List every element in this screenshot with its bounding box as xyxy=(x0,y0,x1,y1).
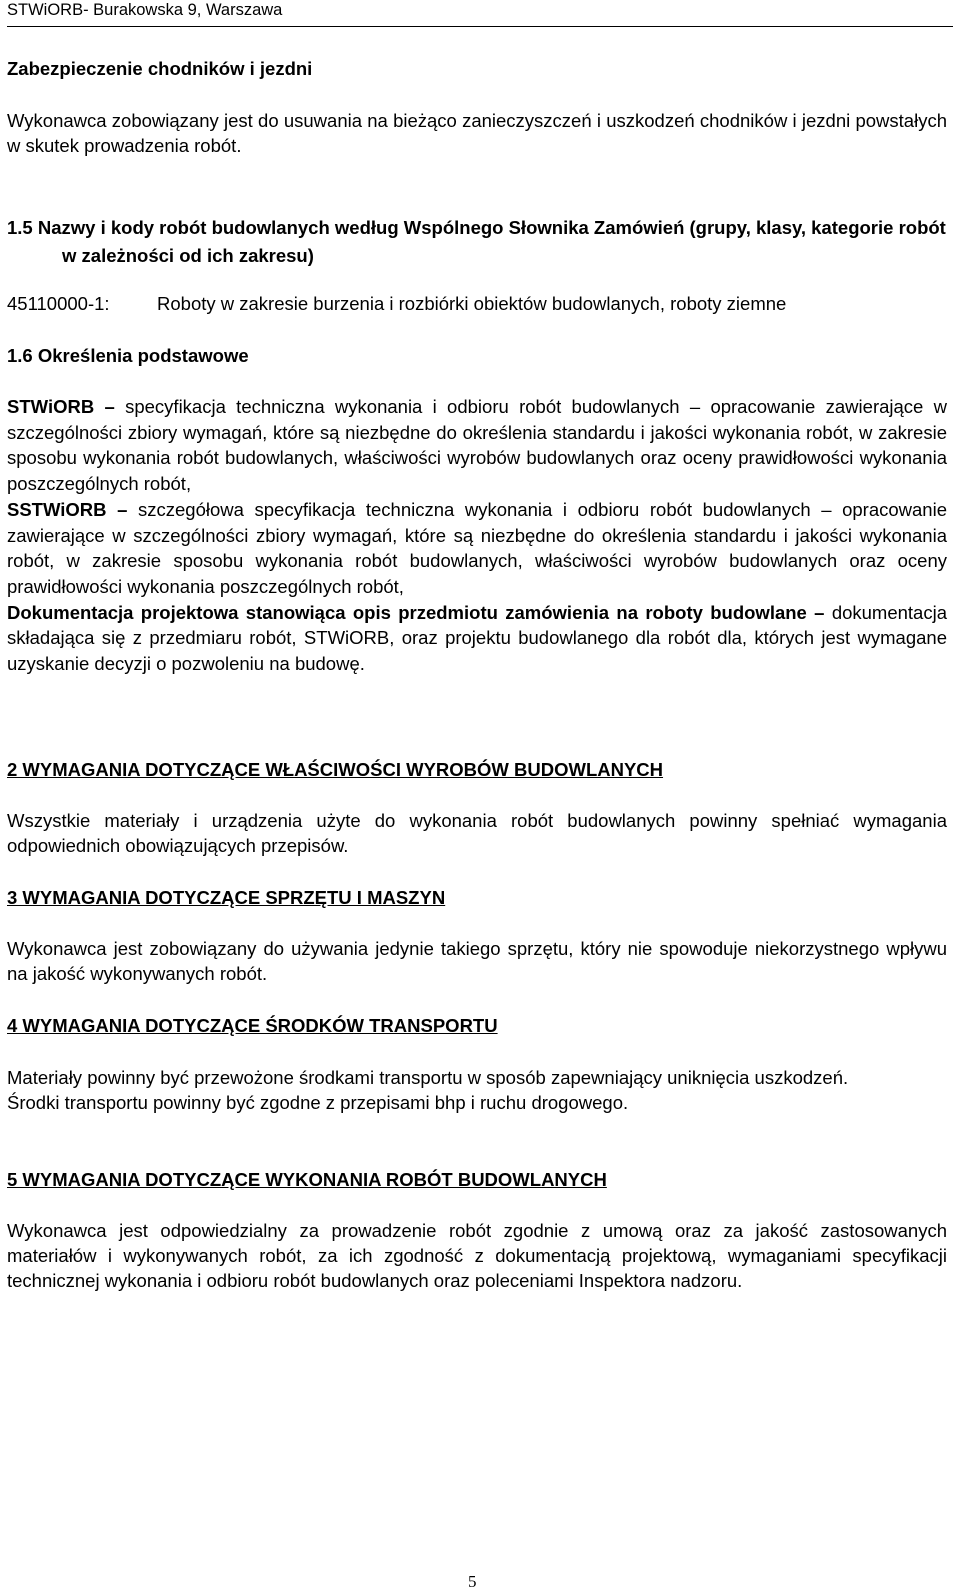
section-5-title: 5 WYMAGANIA DOTYCZĄCE WYKONANIA ROBÓT BUDOWLANYCH xyxy=(7,1169,607,1190)
header-text: STWiORB- Burakowska 9, Warszawa xyxy=(7,1,283,19)
section-4-body-1: Materiały powinny być przewożone środkami transportu w sposób zapewniający uniknięcia uszkodzeń. xyxy=(7,1067,849,1088)
definition-text: specyfikacja techniczna wykonania i odbioru robót budowlanych – opracowanie zawierające w szczególności zbiory wymagań, które są niezbędne do określenia standardu i jakości wykonania robót, w zakresie sposobu wykonania robót budowlanych, właściwości wyrobów budowlanych oraz oceny prawidłowości wykonania poszczególnych robót, xyxy=(7,396,947,495)
cpv-code-row xyxy=(7,291,947,316)
section-1-6-title: 1.6 Określenia podstawowe xyxy=(7,345,249,366)
definition-dash: – xyxy=(806,601,832,623)
section-4-body-2: Środki transportu powinny być zgodne z przepisami bhp i ruchu drogowego. xyxy=(7,1092,629,1113)
section-5-body: Wykonawca jest odpowiedzialny za prowadzenie robót zgodnie z umową oraz za jakość zastosowanych materiałów i wykonywanych robót, za ich zgodność z dokumentacją projektową, wymaganiami specyfikacji technicznej wykonania i odbioru robót budowlanych oraz poleceniami Inspektora nadzoru. xyxy=(7,1220,947,1291)
definition-stwiorb xyxy=(7,394,947,497)
section-2-body: Wszystkie materiały i urządzenia użyte do wykonania robót budowlanych powinny spełniać wymagania odpowiednich obowiązujących przepisów. xyxy=(7,810,947,856)
section-zabezpieczenie-title: Zabezpieczenie chodników i jezdni xyxy=(7,58,313,79)
definition-text: dokumentacja składająca się z przedmiaru robót, STWiORB, oraz projektu budowlanego dla robót dla, których jest wymagane uzyskanie decyzji o pozwoleniu na budowę. xyxy=(7,601,947,675)
cpv-code-description: Roboty w zakresie burzenia i rozbiórki obiektów budowlanych, roboty ziemne xyxy=(157,293,787,314)
definition-dokumentacja xyxy=(7,600,947,677)
definitions-block xyxy=(7,394,947,677)
definition-dash: – xyxy=(106,498,138,520)
section-zabezpieczenie-body: Wykonawca zobowiązany jest do usuwania na bieżąco zanieczyszczeń i uszkodzeń chodników i jezdni powstałych w skutek prowadzenia robót. xyxy=(7,110,947,156)
section-3-title: 3 WYMAGANIA DOTYCZĄCE SPRZĘTU I MASZYN xyxy=(7,887,446,908)
definition-term: Dokumentacja projektowa stanowiąca opis przedmiotu zamówienia na roboty budowlane xyxy=(7,601,807,623)
section-4-title: 4 WYMAGANIA DOTYCZĄCE ŚRODKÓW TRANSPORTU xyxy=(7,1015,498,1036)
definition-term: STWiORB xyxy=(7,396,95,417)
definition-term: SSTWiORB xyxy=(7,498,107,520)
cpv-code: 45110000-1: xyxy=(7,293,110,314)
definition-dash: – xyxy=(94,396,126,417)
section-2-title: 2 WYMAGANIA DOTYCZĄCE WŁAŚCIWOŚCI WYROBÓW BUDOWLANYCH xyxy=(7,759,664,780)
page-number: 5 xyxy=(468,1572,477,1591)
definition-text: szczegółowa specyfikacja techniczna wykonania i odbioru robót budowlanych – opracowanie zawierające w szczególności zbiory wymagań, które są niezbędne do określenia standardu i jakości wykonania robót, w zakresie sposobu wykonania robót budowlanych, właściwości wyrobów budowlanych oraz oceny prawidłowości wykonania poszczególnych robót, xyxy=(7,498,947,597)
definition-sstwiorb xyxy=(7,497,947,600)
section-3-body: Wykonawca jest zobowiązany do używania jedynie takiego sprzętu, który nie spowoduje niekorzystnego wpływu na jakość wykonywanych robót. xyxy=(7,938,947,984)
page-header xyxy=(7,0,953,27)
section-4-body xyxy=(7,1065,947,1115)
section-1-5-title: 1.5 Nazwy i kody robót budowlanych według Wspólnego Słownika Zamówień (grupy, klasy, kategorie robót w zależności od ich zakresu) xyxy=(7,217,946,266)
